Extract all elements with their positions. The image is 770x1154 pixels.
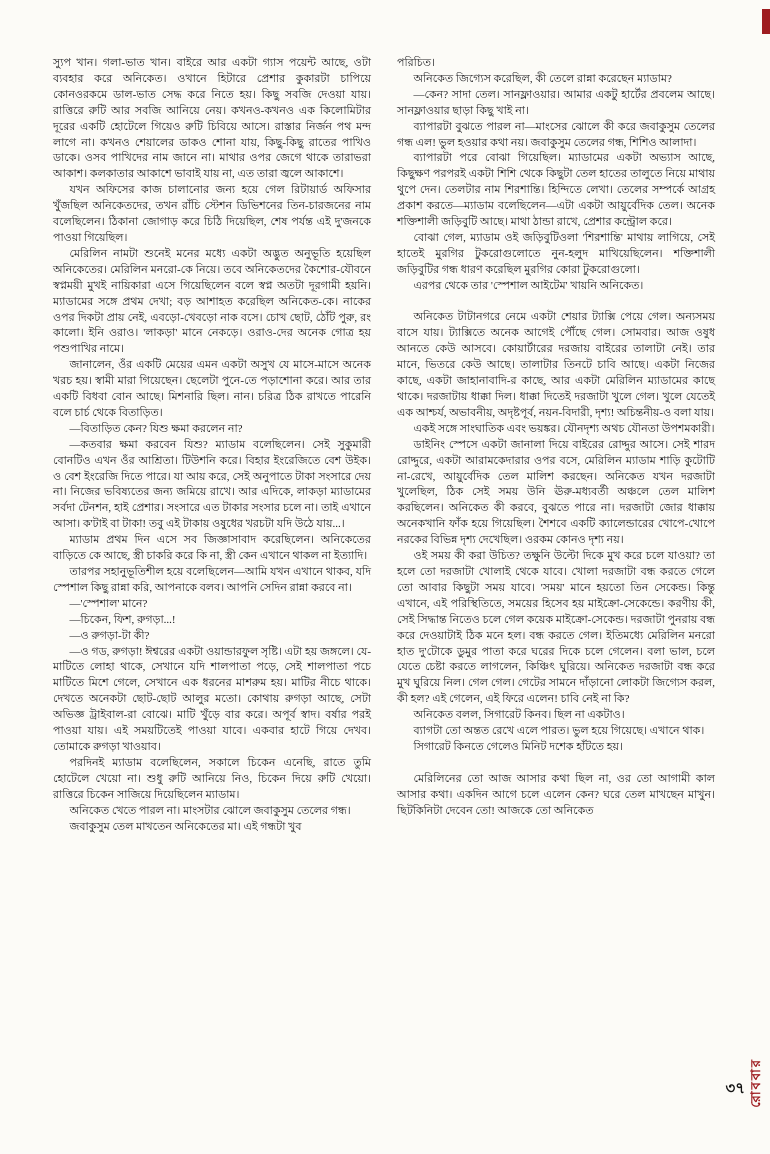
paragraph: অনিকেত টাটানগরে নেমে একটা শেয়ার ট্যাক্সি পেয়ে গেল। অন্যসময় বাসে যায়। ট্যাক্সিতে অনেক আগেই পৌঁছে গেল। সোমবার। আজ ওষুধ আনতে কেউ আসবে। কোয়ার্টারের দরজায় বাইরের তালাটা নেই। তার মানে, ভিতরে কেউ আছে। তালাটার তিনটে চাবি আছে। একটা নিজের কাছে, একটা জাহানাবাদি-র কাছে, আর একটা মেরিলিন ম্যাডামের কাছে থাকে। দরজাটায় ধাক্কা দিল। ধাক্কা দিতেই দরজাটা খুলে গেল। খুলে যেতেই এক আশ্চর্য, অভাবনীয়, অদৃষ্টপূর্ব, নয়ন-বিদারী, দৃশ্য! অচিন্তনীয়-ও বলা যায়। (397, 311, 715, 419)
paragraph: ব্যাগটা তো অন্তত রেখে এলে পারত। ভুল হয়ে গিয়েছে। এখানে থাক। (413, 725, 705, 738)
paragraph: অনিকেত জিগ্যেস করেছিল, কী তেলে রান্না করেছেন ম্যাডাম? (413, 72, 672, 85)
paragraph: —কতবার ক্ষমা করবেন যিশু? ম্যাডাম বলেছিলেন। সেই সুকুমারী বোনটিও এখন ওঁর আশ্রিতা। টিউশনি করে। বিহার ইংরেজিতে বেশ উইক। ও বেশ ইংরেজি দিতে পারে। যা আয় করে, সেই অনুপাতে টাকা সংসারে দেয় না। নিজের ভবিষ্যতের জন্য জমিয়ে রাখে। আর এদিকে, লাকড়া ম্যাডামের সর্বদা টেনশন, হাই প্রেশার। সংসারে এত টাকার সংসার চলে না। তাই এখানে আসা। ক'টাই বা টাকা! তবু এই টাকায় ওষুধের খরচটা যদি উঠে যায়...। (53, 438, 371, 531)
page-number: ৩৭ (725, 1080, 745, 1097)
paragraph: জবাকুসুম তেল মাখতেন অনিকেতের মা। এই গন্ধটা খুব (69, 820, 302, 833)
paragraph: বোঝা গেল, ম্যাডাম ওই জড়িবুটিওলা 'শিরশান্তি' মাথায় লাগিয়ে, সেই হাতেই মুরগির টুকরোগুলোতে নুন-হলুদ মাখিয়েছিলেন। শক্তিশালী জড়িবুটির গন্ধ ধারণ করেছিল মুরগির কোরা টুকরোগুলো। (397, 231, 715, 276)
paragraph: জানালেন, ওঁর একটি মেয়ের এমন একটা অসুখ যে মাসে-মাসে অনেক খরচ হয়। স্বামী মারা গিয়েছেন। ছেলেটা পুনে-তে পড়াশোনা করে। আর তার একটি বিধবা বোন আছে। মিশনারি ছিল। নান। চরিত্র ঠিক রাখতে পারেনি বলে চার্চ থেকে বিতাড়িত। (53, 359, 371, 419)
paragraph: ব্যাপারটা পরে বোঝা গিয়েছিল। ম্যাডামের একটা অভ্যাস আছে, কিছুক্ষণ পরপরই একটা শিশি থেকে কিছুটা তেল হাতের তালুতে নিয়ে মাথায় থুপে দেন। তেলটার নাম শিরশান্তি। হিন্দিতে লেখা। তেলের সম্পর্কে আগ্রহ প্রকাশ করতে—ম্যাডাম বলেছিলেন—এটা একটা আয়ুর্বেদিক তেল। অনেক শক্তিশালী জড়িবুটি আছে। মাথা ঠান্ডা রাখে, প্রেশার কন্ট্রোল করে। (397, 152, 715, 229)
paragraph: অনিকেত খেতে পারল না। মাংসটার ঝোলে জবাকুসুম তেলের গন্ধ। (69, 804, 351, 817)
paragraph: মেরিলিনের তো আজ আসার কথা ছিল না, ওর তো আগামী কাল আসার কথা। একদিন আগে চলে এলেন কেন? ঘরে তেল মাখছেন মাখুন। ছিটকিনিটা দেবেন তো! আজকে তো অনিকেত (397, 772, 715, 817)
paragraph: অনিকেত বলল, সিগারেট কিনব। ছিল না একটাও। (413, 709, 625, 722)
paragraph: ম্যাডাম প্রথম দিন এসে সব জিজ্ঞাসাবাদ করেছিলেন। অনিকেতের বাড়িতে কে আছে, স্ত্রী চাকরি করে কি না, স্ত্রী কেন এখানে থাকল না ইত্যাদি। (53, 534, 371, 563)
paragraph: ডাইনিং স্পেসে একটা জানালা দিয়ে বাইরের রোদ্দুর আসে। সেই শারদ রোদ্দুরে, একটা আরামকেদারার ওপর বসে, মেরিলিন ম্যাডাম শাড়ি কুটোটি না-রেখে, আয়ুর্বেদিক তেল মালিশ করছেন। অনিকেত যখন দরজাটা খুলেছিল, ঠিক সেই সময় উনি ঊরু-মধ্যবর্তী অঞ্চলে তেল মালিশ করছিলেন। অনিকেত কী করবে, বুঝতে পারে না। দরজাটা জোর ধাক্কায় অনেকখানি ফাঁক হয়ে গিয়েছিল। শৈশবে একটি ক্যালেন্ডারের খোপে-খোপে নরকের বিভিন্ন দৃশ্য দেখেছিল। ওরকম কোনও দৃশ্য নয়। (397, 438, 715, 547)
paragraph: —ও গড, রুগড়া! ঈশ্বরের একটা ওয়ান্ডারফুল সৃষ্টি। এটা হয় জঙ্গলে। যে-মাটিতে লোহা থাকে, সেখানে যদি শালপাতা পড়ে, সেই শালপাতা পচে মাটিতে মিশে গেলে, সেখানে এক ধরনের মাশরুম হয়। মাটির নীচে থাকে। দেখতে অনেকটা ছোট-ছোট আলুর মতো। কোথায় রুগড়া আছে, সেটা অভিজ্ঞ ট্রাইবাল-রা বোঝে। মাটি খুঁড়ে বার করে। অপূর্ব স্বাদ। বর্ষার পরই পাওয়া যায়। এই সময়টিতেই পাওয়া যাবে। একবার হাটে গিয়ে দেখব। তোমাকে রুগড়া খাওয়াব। (53, 645, 371, 753)
paragraph: —'স্পেশাল' মানে? (69, 597, 148, 610)
paragraph: পরিচিত। (397, 57, 435, 69)
right-column (397, 56, 715, 835)
text-columns (53, 56, 715, 835)
paragraph: যখন অফিসের কাজ চালানোর জন্য হয়ে গেল রিটায়ার্ড অফিসার খুঁজছিল অনিকেতদের, তখন রাঁচি স্টেশন ডিভিশনের তিন-চারজনের নাম বলেছিলেন। ঠিকানা জোগাড় করে চিঠি দিয়েছিল, শেষ পর্যন্ত এই দু'জনকে পাওয়া গিয়েছিল। (53, 184, 371, 244)
paragraph: পরদিনই ম্যাডাম বলেছিলেন, সকালে চিকেন এনেছি, রাতে তুমি হোটেলে খেয়ো না। শুধু রুটি আনিয়ে নিও, চিকেন দিয়ে রুটি খেয়ো। রাত্তিরে চিকেন সাজিয়ে দিয়েছিলেন ম্যাডাম। (53, 756, 371, 801)
paragraph: —কেন? সাদা তেল। সানফ্লাওয়ার। আমার একটু হার্টের প্রবলেম আছে। সানফ্লাওয়ার ছাড়া কিছু খাই না। (397, 88, 715, 117)
edge-marker-top (762, 9, 770, 34)
paragraph: ওই সময় কী করা উচিত? তক্ষুনি উল্টো দিকে মুখ করে চলে যাওয়া? তা হলে তো দরজাটা খোলাই থেকে যাবে। খোলা দরজাটা বন্ধ করতে গেলে তো আবার কিছুটা সময় যাবে। 'সময়' মানে হয়তো তিন সেকেন্ড। কিন্তু এখানে, এই পরিস্থিতিতে, সময়ের হিসেব হয় মাইক্রো-সেকেন্ডে। করণীয় কী, সেই সিদ্ধান্ত নিতেও চলে গেল কয়েক মাইক্রো-সেকেন্ড। দরজাটা পুনরায় বন্ধ করে দেওয়াটাই ঠিক মনে হল। বন্ধ করতে গেল। ইতিমধ্যে মেরিলিন মনরো হাত দু'টোকে ডুমুর পাতা করে ঘরের দিকে চলে গেলেন। বলা ভাল, চলে যেতে চেষ্টা করতে লাগলেন, কিঞ্চিৎ ঘুরিয়ে। অনিকেত দরজাটা বন্ধ করে মুখ ঘুরিয়ে নিল। গেল গেল। গেটের সামনে দাঁড়ানো লোকটা জিগ্যেস করল, কী হল? এই গেলেন, এই ফিরে এলেন! চাবি নেই না কি? (397, 550, 715, 706)
paragraph: মেরিলিন নামটা শুনেই মনের মধ্যে একটা অদ্ভুত অনুভূতি হয়েছিল অনিকেতের। মেরিলিন মনরো-কে নিয়ে। তবে অনিকেতদের কৈশোর-যৌবনে স্বপ্নময়ী মুখই নায়িকারা এসে গিয়েছিলেন বলে স্বপ্ন অতটা দূরগামী হয়নি। ম্যাডামের সঙ্গে প্রথম দেখা; বড় আশাহত করেছিল অনিকেত-কে। নাকের ওপর দিকটা প্রায় নেই, এবড়ো-খেবড়ো নাক বসে। চোখ ছোট, ঠোঁট পুরু, রং কালো। ইনি ওরাও। 'লাকড়া' মানে নেকড়ে। ওরাও-দের অনেক গোত্র হয় পশুপাখির নামে। (53, 247, 371, 356)
paragraph: একই সঙ্গে সাংঘাতিক এবং ভয়ঙ্কর। যৌনদৃশ্য অথচ যৌনতা উপশমকারী। (413, 422, 715, 435)
paragraph: —বিতাড়িত কেন? যিশু ক্ষমা করলেন না? (69, 422, 243, 435)
left-column (53, 56, 371, 835)
magazine-title-edge-label: রোববার (748, 1058, 763, 1108)
paragraph: সিগারেট কিনতে গেলেও মিনিট দশেক হাঁটতে হয়। (413, 740, 623, 753)
paragraph: স্যুপ খান। গলা-ভাত খান। বাইরে আর একটা গ্যাস পয়েন্ট আছে, ওটা ব্যবহার করে অনিকেত। ওখানে হিটারে প্রেশার কুকারটা চাপিয়ে কোনওরকমে ডাল-ভাত সেদ্ধ করে নিতে হয়। কিছু সবজি দেওয়া যায়। রাত্তিরে রুটি আর সবজি আনিয়ে নেয়। কখনও-কখনও এক কিলোমিটার দূরের একটি হোটেলে গিয়েও রুটি চিবিয়ে আসে। রাস্তার নির্জন পথ মন্দ লাগে না। কখনও শেয়ালের ডাকও শোনা যায়, কিছু-কিছু রাতের পাখিও ডাকে। ওসব পাখিদের নাম জানে না। মাথার ওপর জেগে থাকে তারাভরা আকাশ। কলকাতার আকাশে ভাবাই যায় না, এত তারা জ্বলে আকাশে। (53, 57, 371, 181)
paragraph: —চিকেন, ফিশ, রুগড়া...! (69, 613, 176, 626)
paragraph: এরপর থেকে তার 'স্পেশাল আইটেম' খায়নি অনিকেত। (413, 279, 644, 292)
paragraph: —ও রুগড়া-টা কী? (69, 629, 150, 642)
paragraph: তারপর সহানুভূতিশীল হয়ে বলেছিলেন—আমি যখন এখানে থাকব, যদি স্পেশাল কিছু রান্না করি, আপনাকে বলব। আপনি সেদিন রান্না করবে না। (53, 566, 371, 594)
paragraph: ব্যাপারটা বুঝতে পারল না—মাংসের ঝোলে কী করে জবাকুসুম তেলের গন্ধ এল! ভুল হওয়ার কথা নয়। জবাকুসুম তেলের গন্ধ, শিশিও আলাদা। (397, 120, 715, 149)
